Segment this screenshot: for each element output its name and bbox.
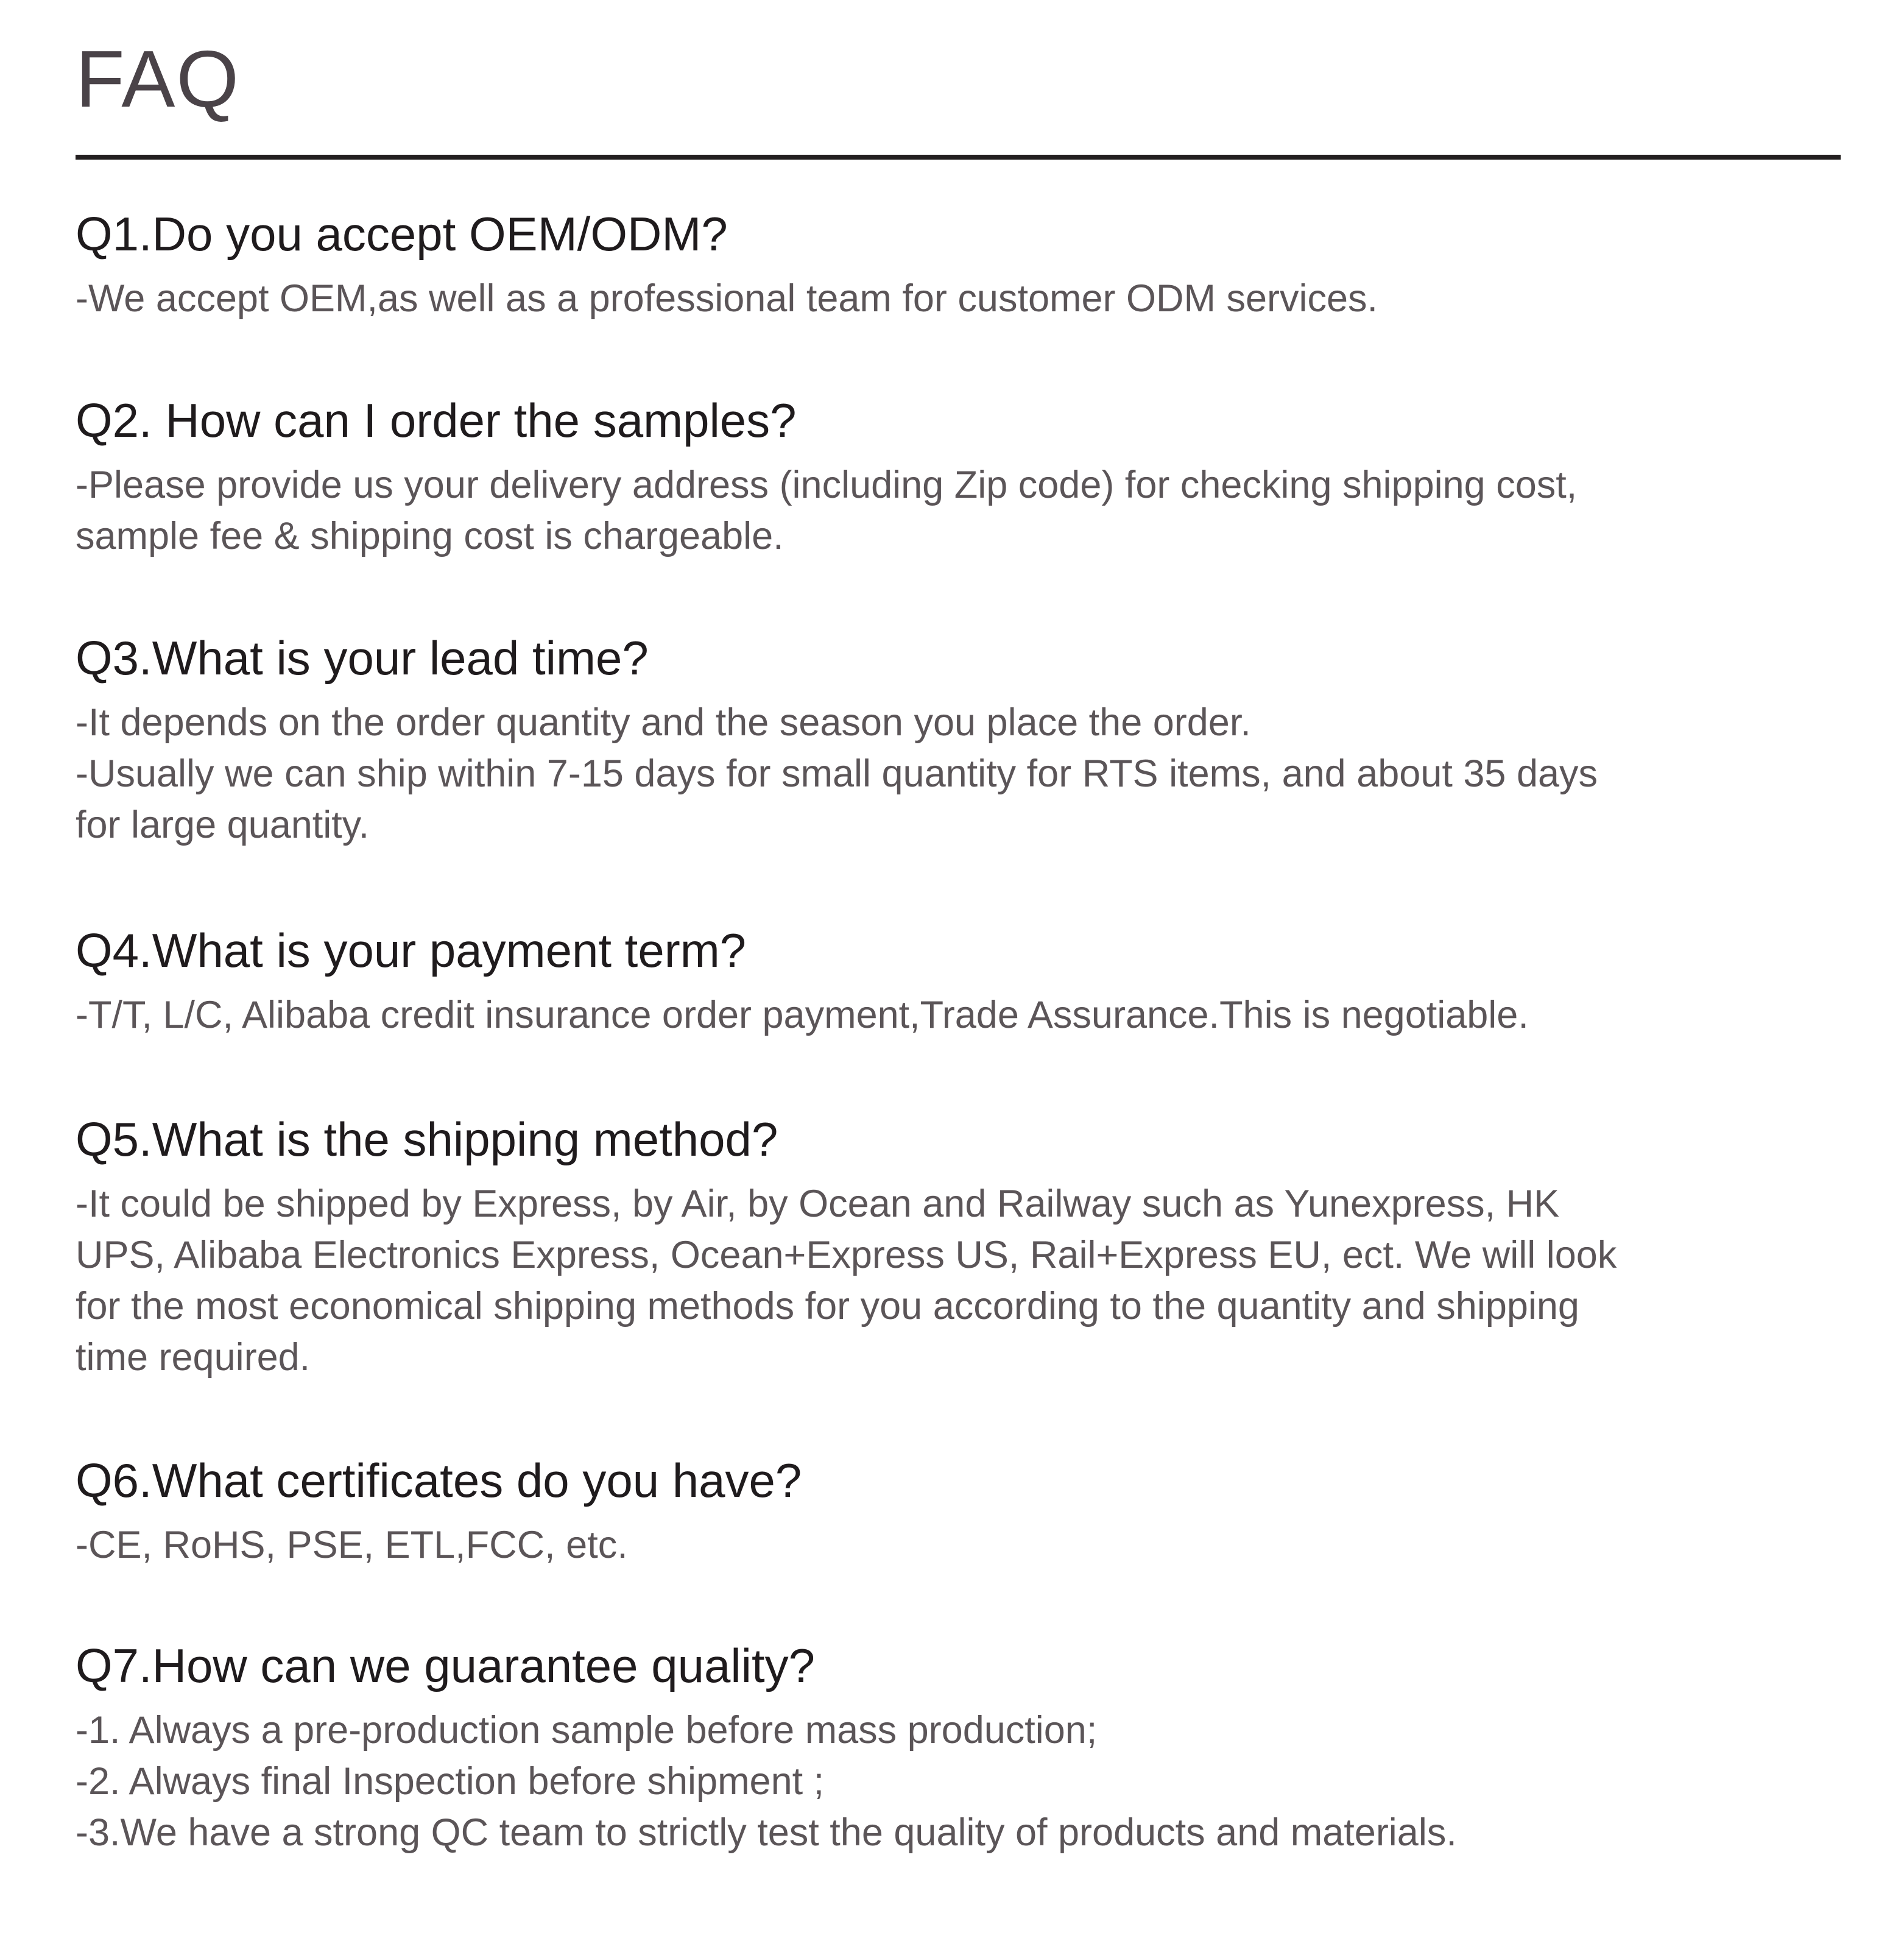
faq-question: Q3.What is your lead time? xyxy=(76,631,649,685)
faq-answer-line: -T/T, L/C, Alibaba credit insurance order payment,Trade Assurance.This is negotiable. xyxy=(76,994,1529,1036)
faq-answer xyxy=(76,1178,1842,1383)
faq-answer-line: -CE, RoHS, PSE, ETL,FCC, etc. xyxy=(76,1524,628,1566)
faq-answer-line: -It depends on the order quantity and the season you place the order. xyxy=(76,701,1251,744)
faq-item-3 xyxy=(76,628,1842,850)
faq-answer-line: -Usually we can ship within 7-15 days for small quantity for RTS items, and about 35 days xyxy=(76,752,1598,795)
faq-answer-line: for the most economical shipping methods for you according to the quantity and shipping xyxy=(76,1285,1579,1328)
faq-item-5 xyxy=(76,1109,1842,1383)
title-divider xyxy=(76,155,1841,160)
faq-answer-line: sample fee & shipping cost is chargeable. xyxy=(76,515,784,557)
page-title: FAQ xyxy=(76,34,241,124)
faq-item-2 xyxy=(76,390,1842,562)
faq-answer-line: -We accept OEM,as well as a professional team for customer ODM services. xyxy=(76,277,1378,320)
faq-item-4 xyxy=(76,920,1842,1041)
faq-answer-line: -2. Always final Inspection before shipment ; xyxy=(76,1760,825,1803)
faq-answer xyxy=(76,989,1842,1041)
faq-answer xyxy=(76,697,1842,850)
faq-answer-line: time required. xyxy=(76,1336,311,1379)
faq-answer xyxy=(76,1519,1842,1571)
faq-question: Q2. How can I order the samples? xyxy=(76,394,797,447)
faq-answer xyxy=(76,273,1842,324)
faq-answer-line: -It could be shipped by Express, by Air, by Ocean and Railway such as Yunexpress, HK xyxy=(76,1183,1560,1225)
faq-item-1 xyxy=(76,203,1842,324)
faq-answer-line: -3.We have a strong QC team to strictly test the quality of products and materials. xyxy=(76,1811,1457,1854)
faq-answer xyxy=(76,1705,1842,1858)
faq-question: Q1.Do you accept OEM/ODM? xyxy=(76,207,728,261)
faq-answer xyxy=(76,459,1842,562)
faq-question: Q7.How can we guarantee quality? xyxy=(76,1639,816,1692)
faq-item-7 xyxy=(76,1635,1842,1858)
faq-question: Q5.What is the shipping method? xyxy=(76,1112,778,1166)
faq-question: Q6.What certificates do you have? xyxy=(76,1454,802,1507)
faq-answer-line: -1. Always a pre-production sample before mass production; xyxy=(76,1709,1098,1752)
faq-item-6 xyxy=(76,1450,1842,1571)
faq-answer-line: UPS, Alibaba Electronics Express, Ocean+Express US, Rail+Express EU, ect. We will look xyxy=(76,1234,1617,1276)
faq-question: Q4.What is your payment term? xyxy=(76,924,747,977)
faq-answer-line: for large quantity. xyxy=(76,804,370,846)
faq-answer-line: -Please provide us your delivery address (including Zip code) for checking shipping cost, xyxy=(76,464,1578,506)
